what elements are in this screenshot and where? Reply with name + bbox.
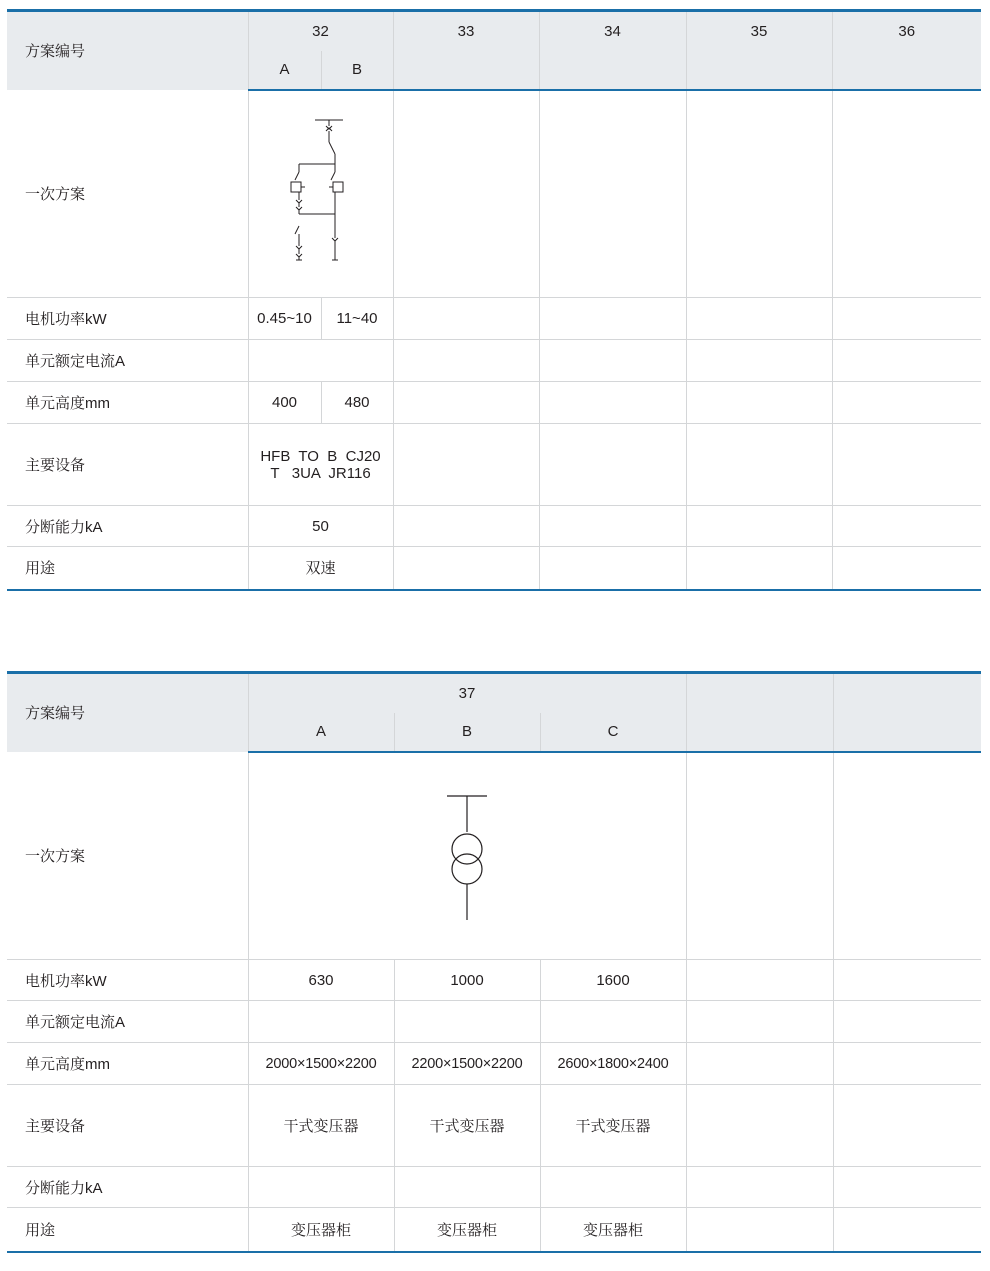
empty-cell — [833, 673, 981, 713]
sub-variant-c: C — [540, 713, 686, 752]
empty-cell — [832, 51, 981, 90]
scheme-number-32: 32 — [248, 11, 393, 51]
unit-height-b: 480 — [321, 382, 393, 424]
empty-cell — [833, 1043, 981, 1085]
transformer-diagram — [437, 786, 497, 926]
empty-cell — [539, 340, 686, 382]
empty-cell — [832, 547, 981, 590]
empty-cell — [832, 424, 981, 506]
usage-b: 变压器柜 — [394, 1208, 540, 1252]
breaking-capacity-32: 50 — [248, 506, 393, 547]
empty-cell — [248, 1001, 394, 1043]
empty-cell — [686, 960, 833, 1001]
empty-cell — [833, 1001, 981, 1043]
scheme-number-33: 33 — [393, 11, 539, 51]
unit-height-a: 400 — [248, 382, 321, 424]
empty-cell — [248, 1167, 394, 1208]
sub-variant-a: A — [248, 713, 394, 752]
row-label-motor-power: 电机功率kW — [7, 298, 248, 340]
empty-cell — [539, 51, 686, 90]
motor-power-a: 0.45~10 — [248, 298, 321, 340]
motor-power-a: 630 — [248, 960, 394, 1001]
empty-cell — [539, 424, 686, 506]
main-equipment-a: 干式变压器 — [248, 1085, 394, 1167]
usage-c: 变压器柜 — [540, 1208, 686, 1252]
empty-cell — [832, 382, 981, 424]
motor-power-b: 11~40 — [321, 298, 393, 340]
empty-cell — [393, 547, 539, 590]
empty-cell — [833, 752, 981, 960]
empty-cell — [686, 752, 833, 960]
row-label-rated-current: 单元额定电流A — [7, 340, 248, 382]
empty-cell — [833, 713, 981, 752]
row-label-primary: 一次方案 — [25, 185, 86, 203]
empty-cell — [833, 960, 981, 1001]
empty-cell — [832, 90, 981, 298]
empty-cell — [540, 1001, 686, 1043]
unit-height-a: 2000×1500×2200 — [248, 1043, 394, 1085]
empty-cell — [393, 424, 539, 506]
row-label-breaking-capacity: 分断能力kA — [7, 1167, 248, 1208]
motor-power-c: 1600 — [540, 960, 686, 1001]
empty-cell — [686, 382, 832, 424]
empty-cell — [539, 506, 686, 547]
main-equipment-b: 干式变压器 — [394, 1085, 540, 1167]
empty-cell — [686, 340, 832, 382]
row-label-motor-power: 电机功率kW — [7, 960, 248, 1001]
scheme-number-34: 34 — [539, 11, 686, 51]
empty-cell — [393, 382, 539, 424]
row-label-main-equipment: 主要设备 — [7, 424, 248, 506]
row-label-usage: 用途 — [7, 547, 248, 590]
empty-cell — [248, 340, 393, 382]
row-label-unit-height: 单元高度mm — [7, 1043, 248, 1085]
empty-cell — [686, 713, 833, 752]
row-label-scheme-no: 方案编号 — [7, 11, 248, 90]
empty-cell — [539, 298, 686, 340]
empty-cell — [686, 547, 832, 590]
row-label-breaking-capacity: 分断能力kA — [7, 506, 248, 547]
sub-variant-a: A — [248, 51, 321, 90]
two-speed-circuit-diagram — [281, 114, 361, 274]
empty-cell — [686, 1001, 833, 1043]
row-label-primary: 一次方案 — [25, 847, 86, 865]
empty-cell — [832, 506, 981, 547]
main-equipment-c: 干式变压器 — [540, 1085, 686, 1167]
unit-height-c: 2600×1800×2400 — [540, 1043, 686, 1085]
empty-cell — [833, 1167, 981, 1208]
empty-cell — [393, 90, 539, 298]
scheme-table-1 — [7, 9, 981, 591]
empty-cell — [686, 673, 833, 713]
empty-cell — [394, 1167, 540, 1208]
empty-cell — [686, 90, 832, 298]
empty-cell — [832, 340, 981, 382]
empty-cell — [393, 51, 539, 90]
empty-cell — [686, 1043, 833, 1085]
empty-cell — [833, 1208, 981, 1252]
empty-cell — [686, 51, 832, 90]
row-label-usage: 用途 — [7, 1208, 248, 1252]
scheme-number-35: 35 — [686, 11, 832, 51]
usage-a: 变压器柜 — [248, 1208, 394, 1252]
empty-cell — [539, 90, 686, 298]
primary-scheme-diagram-37 — [248, 752, 686, 960]
row-label-rated-current: 单元额定电流A — [7, 1001, 248, 1043]
empty-cell — [539, 547, 686, 590]
empty-cell — [686, 1167, 833, 1208]
row-label-main-equipment: 主要设备 — [7, 1085, 248, 1167]
empty-cell — [393, 506, 539, 547]
unit-height-b: 2200×1500×2200 — [394, 1043, 540, 1085]
scheme-number-36: 36 — [832, 11, 981, 51]
empty-cell — [539, 382, 686, 424]
primary-scheme-diagram-32 — [248, 90, 393, 298]
usage-32: 双速 — [248, 547, 393, 590]
empty-cell — [833, 1085, 981, 1167]
scheme-number-37: 37 — [248, 673, 686, 713]
empty-cell — [393, 298, 539, 340]
motor-power-b: 1000 — [394, 960, 540, 1001]
empty-cell — [686, 1085, 833, 1167]
row-label-scheme-no: 方案编号 — [7, 673, 248, 752]
empty-cell — [686, 506, 832, 547]
row-label-unit-height: 单元高度mm — [7, 382, 248, 424]
empty-cell — [540, 1167, 686, 1208]
empty-cell — [394, 1001, 540, 1043]
sub-variant-b: B — [394, 713, 540, 752]
empty-cell — [832, 298, 981, 340]
empty-cell — [686, 424, 832, 506]
empty-cell — [686, 1208, 833, 1252]
empty-cell — [393, 340, 539, 382]
empty-cell — [686, 298, 832, 340]
sub-variant-b: B — [321, 51, 393, 90]
scheme-table-2 — [7, 671, 981, 1253]
main-equipment-32: HFB TO B CJ20 T 3UA JR116 — [248, 424, 393, 506]
